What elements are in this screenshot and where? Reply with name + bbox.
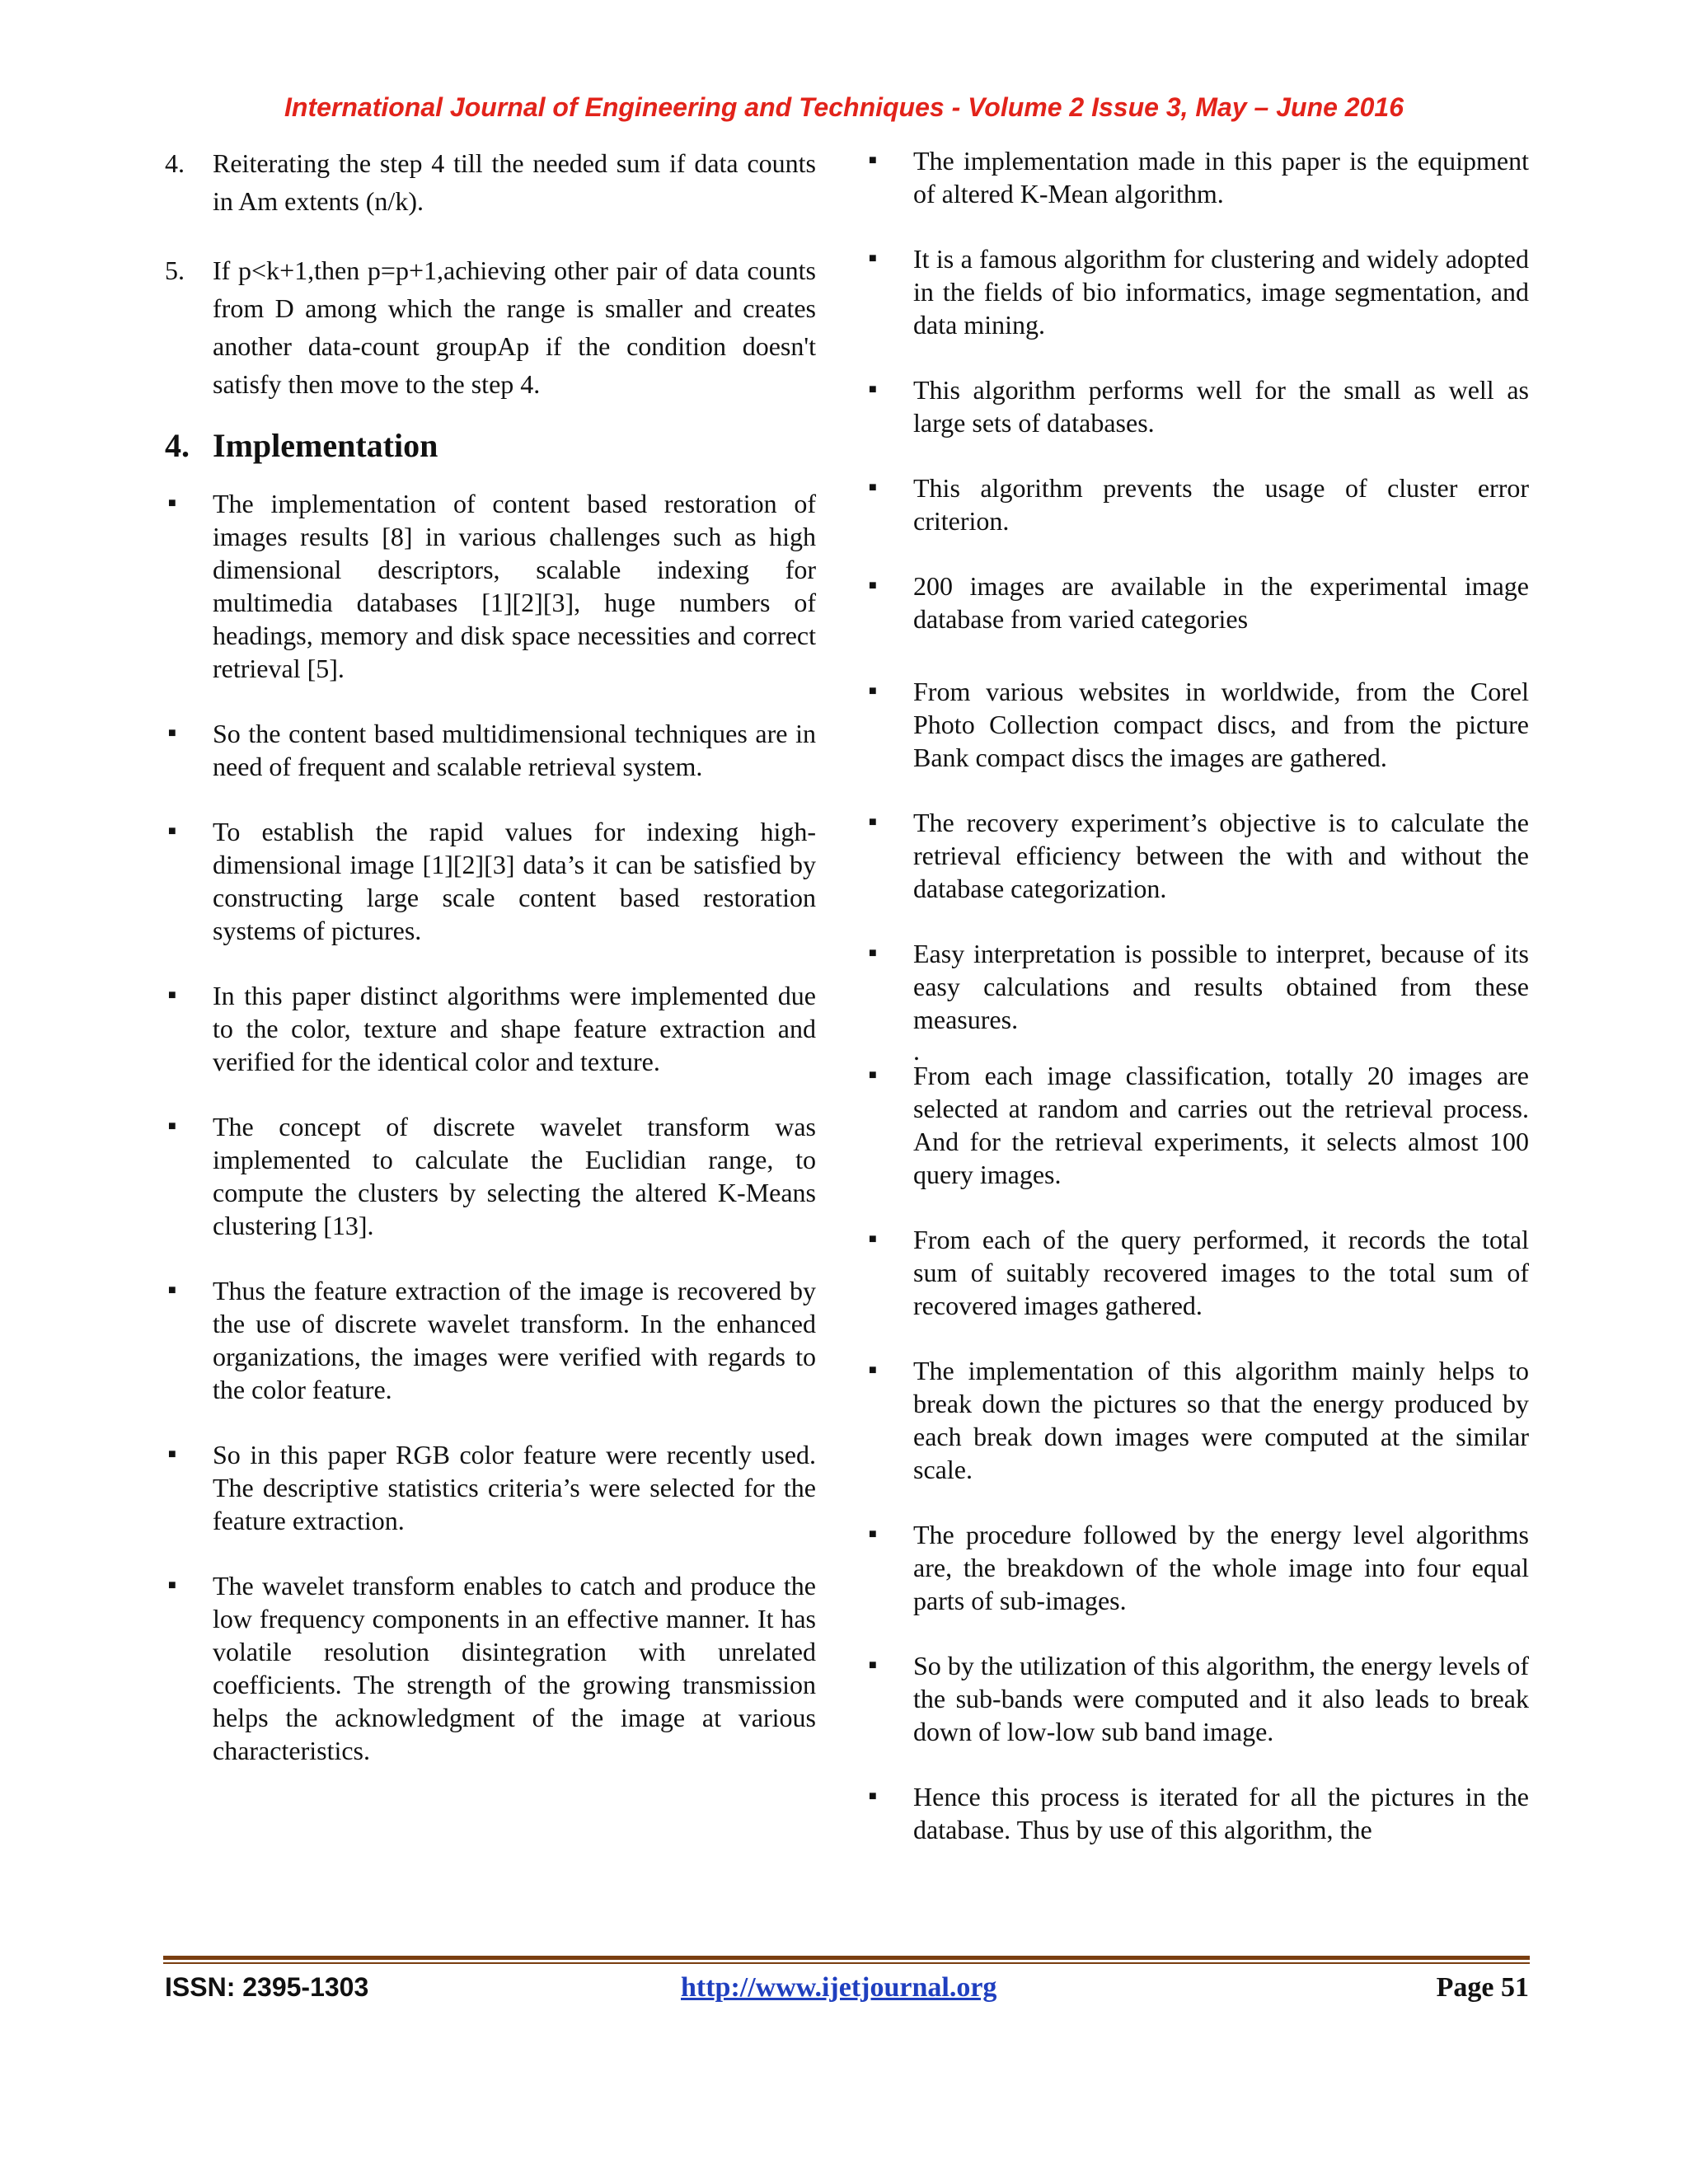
left-column bbox=[165, 144, 816, 1767]
bullet-icon: ■ bbox=[168, 726, 176, 740]
bullet-text: From each of the query performed, it records the total sum of suitably recovered images to the total sum of recovered images gathered. bbox=[913, 1225, 1529, 1320]
bullet-item bbox=[165, 1274, 816, 1406]
bullet-icon: ■ bbox=[168, 1283, 176, 1297]
bullet-item bbox=[165, 1438, 816, 1537]
bullet-item bbox=[865, 1354, 1529, 1486]
bullet-item bbox=[165, 979, 816, 1078]
footer-issn: ISSN: 2395-1303 bbox=[165, 1972, 369, 2002]
bullet-icon: ■ bbox=[869, 815, 877, 829]
bullet-text: This algorithm prevents the usage of cluster error criterion. bbox=[913, 473, 1529, 536]
footer-url-link[interactable]: http://www.ijetjournal.org bbox=[681, 1972, 997, 2003]
bullet-item bbox=[865, 1649, 1529, 1748]
bullet-text: 200 images are available in the experimental image database from varied categories bbox=[913, 571, 1529, 634]
bullet-text: The implementation of content based restoration of images results [8] in various challenges such as high dimensional descriptors, scalable indexing for multimedia databases [1][2][3], huge numbers of headings, memory and disk space necessities and correct retrieval [5]. bbox=[213, 489, 816, 683]
bullet-item bbox=[865, 242, 1529, 341]
stray-period bbox=[865, 1036, 1529, 1066]
bullet-text: So in this paper RGB color feature were recently used. The descriptive statistics criteria’s were selected for the feature extraction. bbox=[213, 1440, 816, 1535]
section-heading bbox=[165, 423, 816, 469]
bullet-text: Easy interpretation is possible to interpret, because of its easy calculations and results obtained from these measures. bbox=[913, 939, 1529, 1034]
bullet-icon: ■ bbox=[168, 496, 176, 510]
bullet-text: From each image classification, totally 20 images are selected at random and carries out the retrieval process. And for the retrieval experiments, it selects almost 100 query images. bbox=[913, 1061, 1529, 1189]
numbered-item bbox=[165, 144, 816, 220]
bullet-item bbox=[165, 1110, 816, 1242]
bullet-text: Hence this process is iterated for all the pictures in the database. Thus by use of this algorithm, the bbox=[913, 1782, 1529, 1844]
right-column bbox=[865, 144, 1529, 1846]
bullet-item bbox=[865, 806, 1529, 905]
bullet-icon: ■ bbox=[869, 382, 877, 396]
bullet-icon: ■ bbox=[869, 480, 877, 494]
bullet-text: The recovery experiment’s objective is to calculate the retrieval efficiency between the with and without the database categorization. bbox=[913, 808, 1529, 903]
item-text: Reiterating the step 4 till the needed sum if data counts in Am extents (n/k). bbox=[213, 148, 816, 216]
section-title: Implementation bbox=[213, 427, 438, 464]
bullet-item bbox=[865, 1223, 1529, 1322]
journal-header: International Journal of Engineering and Techniques - Volume 2 Issue 3, May – June 2016 bbox=[284, 92, 1404, 122]
bullet-item bbox=[165, 487, 816, 685]
bullet-icon: ■ bbox=[869, 1363, 877, 1377]
bullet-icon: ■ bbox=[869, 684, 877, 698]
item-number: 4. bbox=[165, 148, 185, 178]
bullet-icon: ■ bbox=[869, 1232, 877, 1246]
bullet-text: So the content based multidimensional techniques are in need of frequent and scalable retrieval system. bbox=[213, 719, 816, 781]
bullet-item bbox=[865, 1780, 1529, 1846]
bullet-icon: ■ bbox=[869, 946, 877, 960]
footer-rule-thin bbox=[163, 1962, 1530, 1964]
bullet-item bbox=[865, 1059, 1529, 1191]
bullet-icon: ■ bbox=[168, 1447, 176, 1461]
stray-period-text: . bbox=[913, 1036, 920, 1066]
bullet-item bbox=[165, 1569, 816, 1767]
bullet-item bbox=[165, 717, 816, 783]
bullet-text: So by the utilization of this algorithm, the energy levels of the sub-bands were computed and it also leads to break down of low-low sub band image. bbox=[913, 1651, 1529, 1746]
numbered-item bbox=[165, 251, 816, 403]
bullet-icon: ■ bbox=[168, 1578, 176, 1592]
bullet-text: The implementation of this algorithm mainly helps to break down the pictures so that the energy produced by each break down images were computed at the similar scale. bbox=[913, 1356, 1529, 1484]
bullet-item bbox=[865, 471, 1529, 537]
bullet-item bbox=[865, 1518, 1529, 1617]
bullet-item bbox=[865, 569, 1529, 635]
bullet-text: The concept of discrete wavelet transform was implemented to calculate the Euclidian range, to compute the clusters by selecting the altered K-Means clustering [13]. bbox=[213, 1112, 816, 1240]
bullet-icon: ■ bbox=[869, 1789, 877, 1803]
bullet-text: In this paper distinct algorithms were implemented due to the color, texture and shape feature extraction and verified for the identical color and texture. bbox=[213, 981, 816, 1076]
bullet-text: From various websites in worldwide, from the Corel Photo Collection compact discs, and from the picture Bank compact discs the images are gathered. bbox=[913, 677, 1529, 772]
bullet-item bbox=[865, 373, 1529, 439]
bullet-item bbox=[865, 144, 1529, 210]
bullet-text: To establish the rapid values for indexing high-dimensional image [1][2][3] data’s it can be satisfied by constructing large scale content based restoration systems of pictures. bbox=[213, 817, 816, 945]
bullet-item bbox=[165, 815, 816, 947]
bullet-icon: ■ bbox=[869, 1527, 877, 1541]
bullet-icon: ■ bbox=[869, 1068, 877, 1082]
bullet-icon: ■ bbox=[168, 988, 176, 1002]
bullet-text: This algorithm performs well for the small as well as large sets of databases. bbox=[913, 375, 1529, 438]
bullet-item bbox=[865, 937, 1529, 1036]
bullet-icon: ■ bbox=[168, 824, 176, 838]
bullet-icon: ■ bbox=[869, 153, 877, 167]
footer-page-number: Page 51 bbox=[1436, 1972, 1529, 2003]
bullet-text: The procedure followed by the energy level algorithms are, the breakdown of the whole image into four equal parts of sub-images. bbox=[913, 1520, 1529, 1615]
bullet-item bbox=[865, 675, 1529, 774]
bullet-text: The implementation made in this paper is the equipment of altered K-Mean algorithm. bbox=[913, 146, 1529, 209]
bullet-text: Thus the feature extraction of the image is recovered by the use of discrete wavelet transform. In the enhanced organizations, the images were verified with regards to the color feature. bbox=[213, 1276, 816, 1404]
bullet-icon: ■ bbox=[869, 1658, 877, 1672]
bullet-icon: ■ bbox=[869, 579, 877, 593]
footer-rule bbox=[163, 1956, 1530, 1960]
bullet-text: It is a famous algorithm for clustering and widely adopted in the fields of bio informatics, image segmentation, and data mining. bbox=[913, 244, 1529, 340]
bullet-icon: ■ bbox=[869, 251, 877, 265]
section-number: 4. bbox=[165, 427, 190, 464]
bullet-text: The wavelet transform enables to catch and produce the low frequency components in an effective manner. It has volatile resolution disintegration with unrelated coefficients. The strength of the growing transmission helps the acknowledgment of the image at various characteristics. bbox=[213, 1571, 816, 1765]
bullet-icon: ■ bbox=[168, 1119, 176, 1133]
item-text: If p<k+1,then p=p+1,achieving other pair of data counts from D among which the range is smaller and creates another data-count groupAp if the condition doesn't satisfy then move to the step 4. bbox=[213, 255, 816, 399]
item-number: 5. bbox=[165, 255, 185, 285]
